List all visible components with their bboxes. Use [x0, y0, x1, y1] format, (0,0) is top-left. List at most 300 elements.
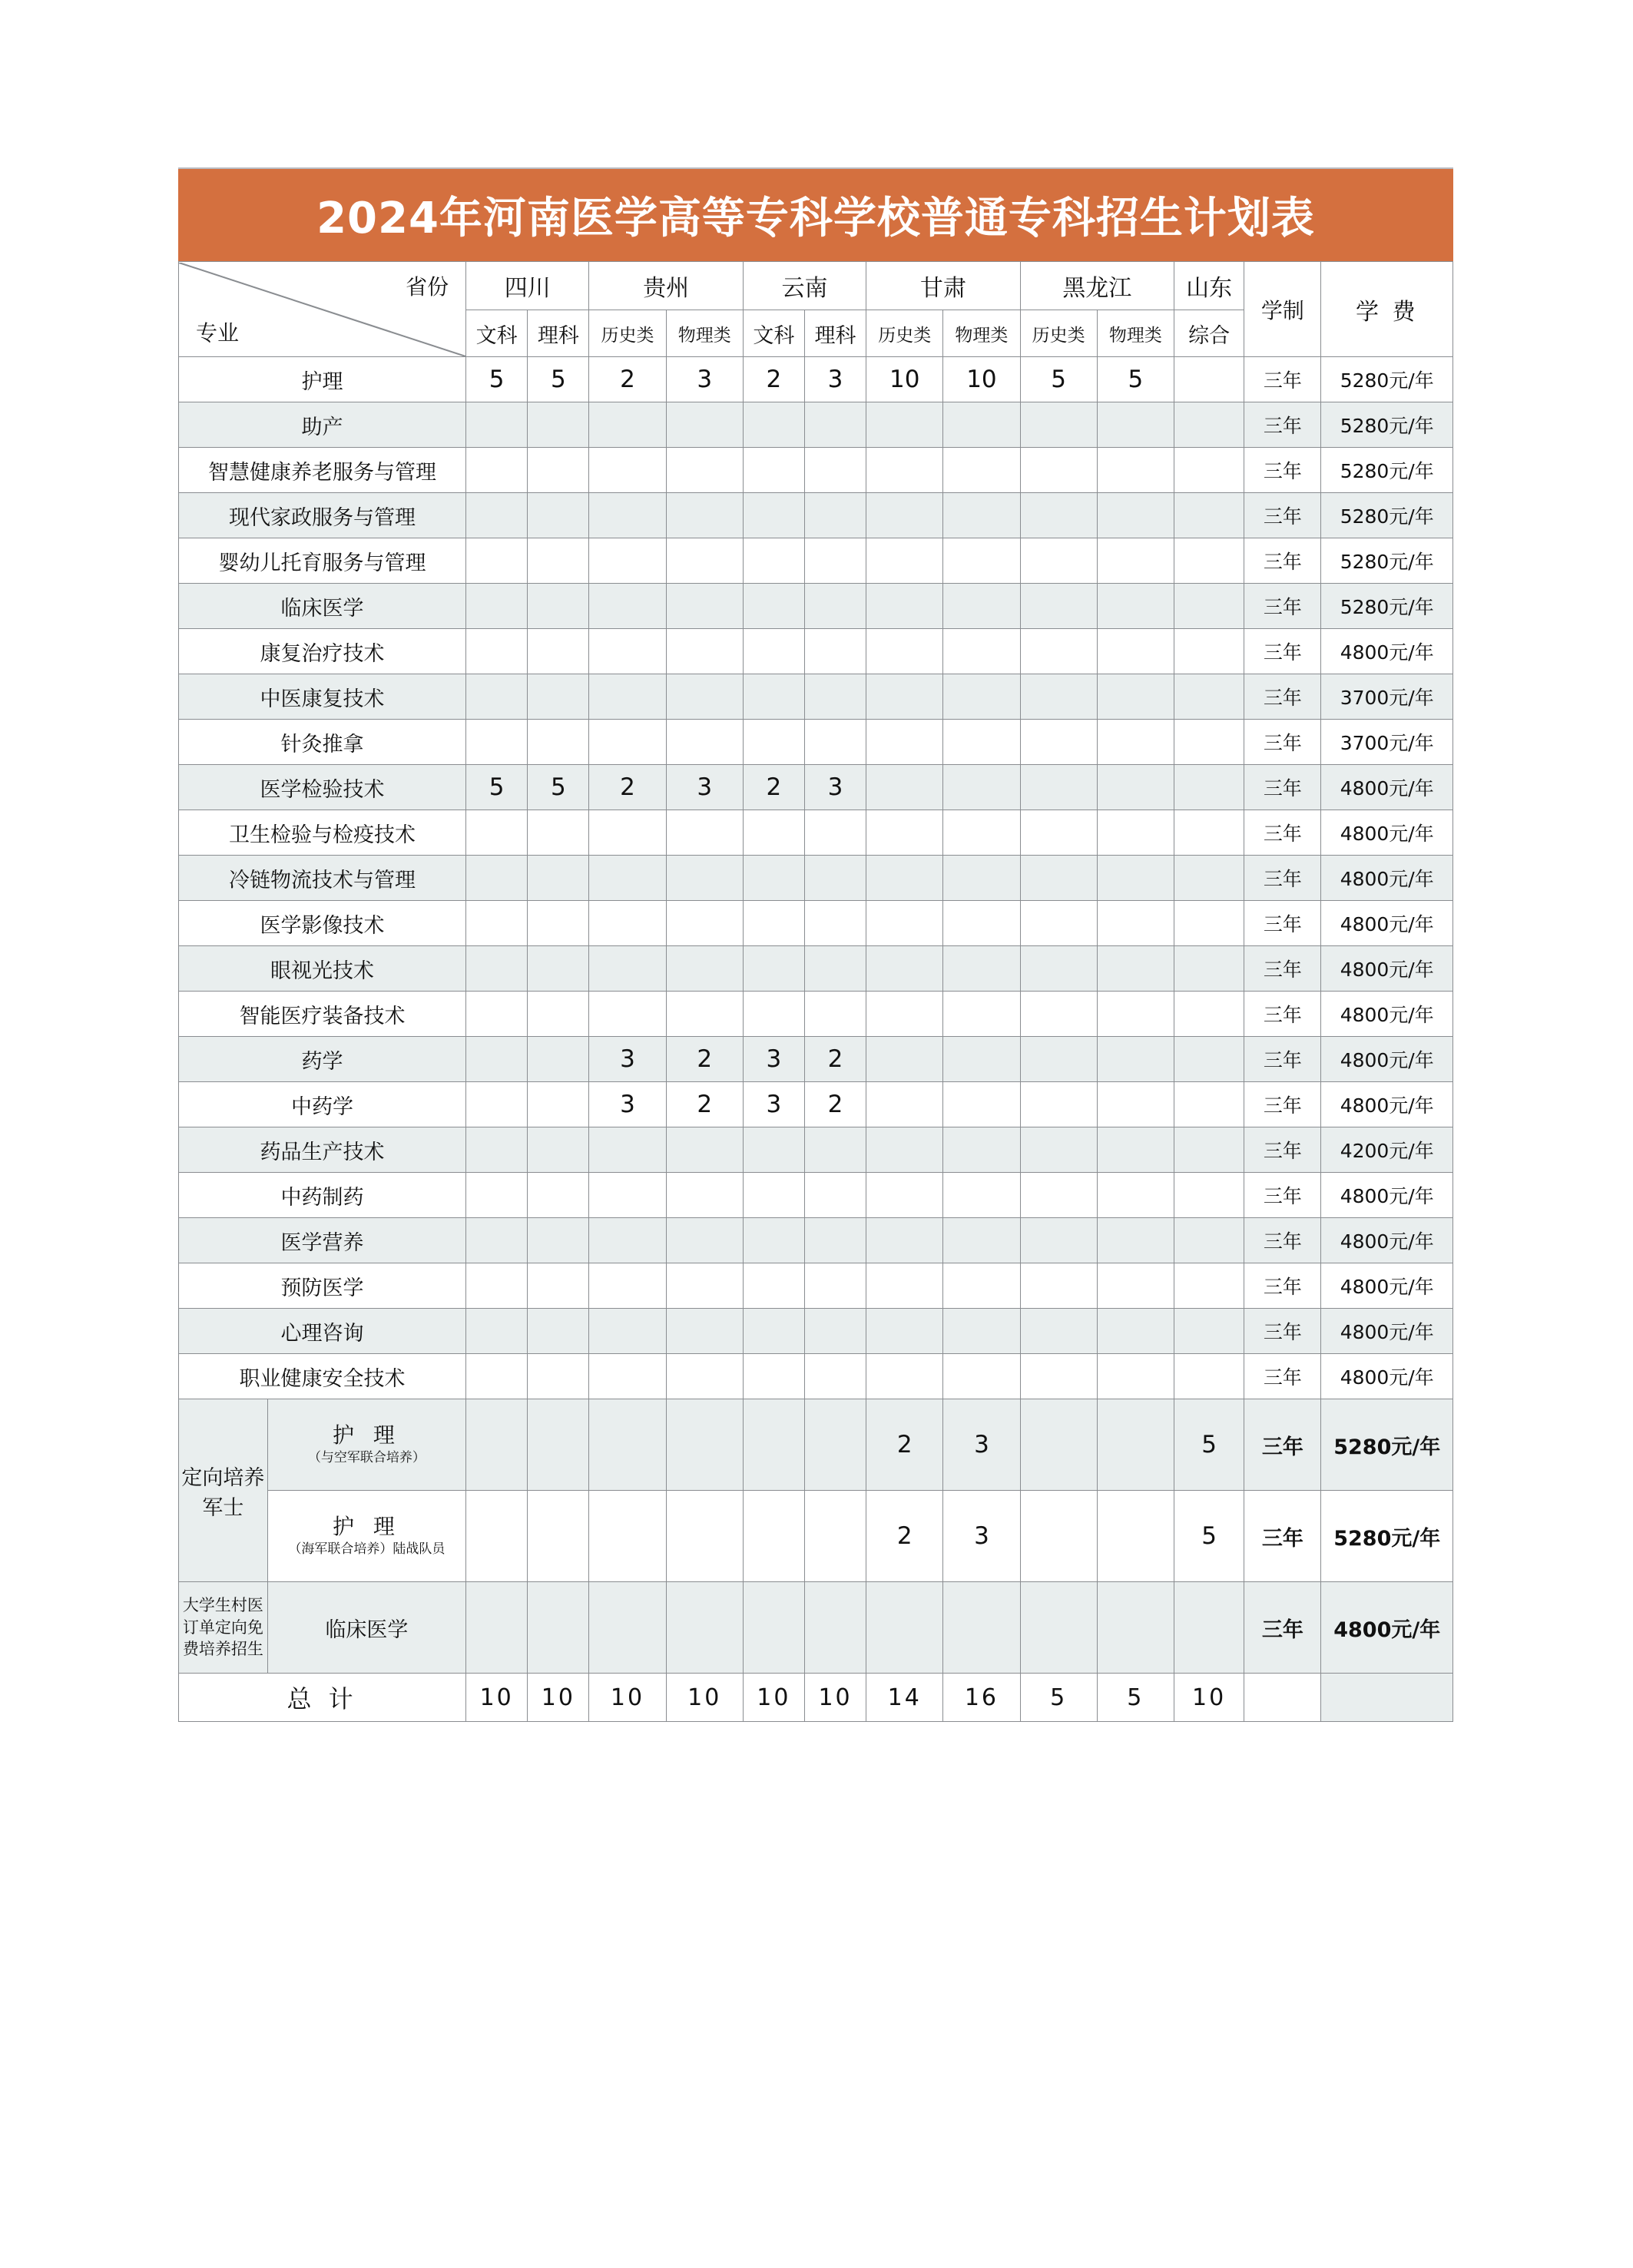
quota-cell-1 — [528, 856, 589, 901]
major-name: 智能医疗装备技术 — [179, 992, 466, 1037]
quota-cell-0 — [466, 1173, 528, 1218]
quota-cell-9 — [1097, 765, 1174, 810]
quota-cell-9 — [1097, 1399, 1174, 1491]
years-cell: 三年 — [1244, 357, 1321, 402]
quota-cell-5 — [804, 946, 866, 992]
quota-cell-6 — [866, 402, 943, 448]
major-name: 医学营养 — [179, 1218, 466, 1263]
years-cell: 三年 — [1244, 765, 1321, 810]
quota-cell-7 — [943, 1263, 1020, 1309]
quota-cell-1 — [528, 1173, 589, 1218]
fee-cell: 5280元/年 — [1321, 1491, 1453, 1582]
quota-cell-8 — [1020, 538, 1097, 584]
quota-cell-0 — [466, 538, 528, 584]
quota-cell-10 — [1174, 1173, 1244, 1218]
quota-cell-3 — [666, 402, 743, 448]
quota-cell-3 — [666, 810, 743, 856]
page-title: 2024年河南医学高等专科学校普通专科招生计划表 — [316, 194, 1315, 243]
table-row — [179, 493, 1453, 538]
years-cell: 三年 — [1244, 1037, 1321, 1082]
quota-cell-7: 3 — [943, 1399, 1020, 1491]
quota-cell-5 — [804, 1399, 866, 1491]
quota-cell-9 — [1097, 1037, 1174, 1082]
table-row — [179, 584, 1453, 629]
years-cell: 三年 — [1244, 946, 1321, 992]
quota-cell-7: 3 — [943, 1491, 1020, 1582]
quota-cell-7 — [943, 992, 1020, 1037]
quota-cell-5 — [804, 1127, 866, 1173]
quota-cell-6 — [866, 720, 943, 765]
quota-cell-1 — [528, 1309, 589, 1354]
quota-cell-8 — [1020, 856, 1097, 901]
quota-cell-10 — [1174, 402, 1244, 448]
quota-cell-6 — [866, 946, 943, 992]
quota-cell-0 — [466, 448, 528, 493]
quota-cell-5 — [804, 720, 866, 765]
total-cell-2: 10 — [589, 1674, 666, 1722]
table-row — [179, 538, 1453, 584]
quota-cell-8 — [1020, 629, 1097, 674]
quota-cell-2 — [589, 584, 666, 629]
quota-cell-10 — [1174, 1037, 1244, 1082]
quota-cell-6 — [866, 1173, 943, 1218]
admission-plan-table — [178, 261, 1453, 1722]
years-cell: 三年 — [1244, 629, 1321, 674]
quota-cell-0 — [466, 629, 528, 674]
quota-cell-4 — [743, 1354, 804, 1399]
header-row-provinces — [179, 262, 1453, 310]
quota-cell-2 — [589, 992, 666, 1037]
province-header-sichuan: 四川 — [466, 262, 589, 310]
military-major-title: 护 理 — [332, 1422, 401, 1449]
quota-cell-1 — [528, 1491, 589, 1582]
quota-cell-6 — [866, 810, 943, 856]
quota-cell-0 — [466, 402, 528, 448]
quota-cell-4 — [743, 992, 804, 1037]
corner-header-cell — [179, 262, 466, 357]
quota-cell-8 — [1020, 1263, 1097, 1309]
quota-cell-6 — [866, 1127, 943, 1173]
table-row — [179, 1173, 1453, 1218]
quota-cell-3 — [666, 1399, 743, 1491]
quota-cell-0: 5 — [466, 765, 528, 810]
quota-cell-1: 5 — [528, 765, 589, 810]
fee-cell: 4200元/年 — [1321, 1127, 1453, 1173]
quota-cell-10 — [1174, 810, 1244, 856]
quota-cell-8 — [1020, 720, 1097, 765]
quota-cell-5 — [804, 538, 866, 584]
major-name: 卫生检验与检疫技术 — [179, 810, 466, 856]
total-years-cell — [1244, 1674, 1321, 1722]
quota-cell-2 — [589, 1399, 666, 1491]
quota-cell-9 — [1097, 1491, 1174, 1582]
years-cell: 三年 — [1244, 1173, 1321, 1218]
quota-cell-7 — [943, 493, 1020, 538]
quota-cell-7 — [943, 1037, 1020, 1082]
total-cell-4: 10 — [743, 1674, 804, 1722]
quota-cell-10 — [1174, 1582, 1244, 1674]
quota-cell-4: 2 — [743, 357, 804, 402]
quota-cell-0 — [466, 493, 528, 538]
quota-cell-4 — [743, 810, 804, 856]
quota-cell-7 — [943, 765, 1020, 810]
quota-cell-6 — [866, 448, 943, 493]
village-doctor-row — [179, 1582, 1453, 1674]
quota-cell-7 — [943, 402, 1020, 448]
major-name: 护理 — [179, 357, 466, 402]
quota-cell-5 — [804, 1309, 866, 1354]
quota-cell-0 — [466, 1399, 528, 1491]
quota-cell-2 — [589, 674, 666, 720]
corner-label-major: 专业 — [196, 320, 240, 346]
quota-cell-9 — [1097, 810, 1174, 856]
table-row — [179, 1037, 1453, 1082]
quota-cell-5: 2 — [804, 1037, 866, 1082]
quota-cell-5: 3 — [804, 765, 866, 810]
village-doctor-group-label: 大学生村医订单定向免费培养招生 — [179, 1582, 268, 1674]
total-fee-cell — [1321, 1674, 1453, 1722]
fee-cell: 4800元/年 — [1321, 1082, 1453, 1127]
quota-cell-5 — [804, 1173, 866, 1218]
province-header-heilongjiang: 黑龙江 — [1020, 262, 1174, 310]
quota-cell-2 — [589, 1127, 666, 1173]
quota-cell-7 — [943, 856, 1020, 901]
quota-cell-8 — [1020, 448, 1097, 493]
quota-cell-9 — [1097, 992, 1174, 1037]
quota-cell-4: 3 — [743, 1082, 804, 1127]
major-name: 职业健康安全技术 — [179, 1354, 466, 1399]
quota-cell-10 — [1174, 629, 1244, 674]
subject-header-sichuan-wenke: 文科 — [466, 310, 528, 357]
quota-cell-3 — [666, 629, 743, 674]
fee-cell: 5280元/年 — [1321, 357, 1453, 402]
total-label: 总 计 — [179, 1674, 466, 1722]
province-header-shandong: 山东 — [1174, 262, 1244, 310]
quota-cell-3 — [666, 584, 743, 629]
quota-cell-6 — [866, 765, 943, 810]
quota-cell-8 — [1020, 946, 1097, 992]
quota-cell-0 — [466, 1491, 528, 1582]
quota-cell-4 — [743, 1218, 804, 1263]
quota-cell-2 — [589, 1173, 666, 1218]
years-cell: 三年 — [1244, 1491, 1321, 1582]
quota-cell-4 — [743, 538, 804, 584]
quota-cell-0 — [466, 856, 528, 901]
major-name: 医学影像技术 — [179, 901, 466, 946]
quota-cell-5 — [804, 674, 866, 720]
major-name: 智慧健康养老服务与管理 — [179, 448, 466, 493]
quota-cell-2 — [589, 946, 666, 992]
years-cell: 三年 — [1244, 1218, 1321, 1263]
quota-cell-2 — [589, 1218, 666, 1263]
major-name: 助产 — [179, 402, 466, 448]
military-major-name — [267, 1491, 465, 1582]
quota-cell-6 — [866, 1309, 943, 1354]
quota-cell-4: 2 — [743, 765, 804, 810]
quota-cell-2: 2 — [589, 765, 666, 810]
quota-cell-5 — [804, 1491, 866, 1582]
quota-cell-3 — [666, 1263, 743, 1309]
table-row — [179, 1309, 1453, 1354]
total-cell-6: 14 — [866, 1674, 943, 1722]
major-name: 药学 — [179, 1037, 466, 1082]
quota-cell-0 — [466, 1309, 528, 1354]
military-row — [179, 1399, 1453, 1491]
fee-cell: 3700元/年 — [1321, 720, 1453, 765]
quota-cell-1 — [528, 720, 589, 765]
quota-cell-5 — [804, 1582, 866, 1674]
total-cell-10: 10 — [1174, 1674, 1244, 1722]
quota-cell-1 — [528, 493, 589, 538]
fee-cell: 4800元/年 — [1321, 1037, 1453, 1082]
quota-cell-6: 10 — [866, 357, 943, 402]
total-cell-5: 10 — [804, 1674, 866, 1722]
quota-cell-9 — [1097, 946, 1174, 992]
quota-cell-1 — [528, 674, 589, 720]
quota-cell-6 — [866, 1354, 943, 1399]
years-cell: 三年 — [1244, 1082, 1321, 1127]
quota-cell-0 — [466, 992, 528, 1037]
quota-cell-7 — [943, 1082, 1020, 1127]
subject-header-shandong-zonghe: 综合 — [1174, 310, 1244, 357]
quota-cell-3 — [666, 992, 743, 1037]
quota-cell-2 — [589, 538, 666, 584]
quota-cell-7 — [943, 674, 1020, 720]
quota-cell-4 — [743, 946, 804, 992]
quota-cell-2: 3 — [589, 1037, 666, 1082]
quota-cell-5 — [804, 629, 866, 674]
quota-cell-8 — [1020, 493, 1097, 538]
quota-cell-8 — [1020, 1082, 1097, 1127]
quota-cell-10 — [1174, 720, 1244, 765]
quota-cell-9: 5 — [1097, 357, 1174, 402]
quota-cell-6 — [866, 992, 943, 1037]
total-cell-1: 10 — [528, 1674, 589, 1722]
quota-cell-4 — [743, 402, 804, 448]
quota-cell-3 — [666, 901, 743, 946]
quota-cell-4 — [743, 720, 804, 765]
major-name: 中医康复技术 — [179, 674, 466, 720]
quota-cell-7 — [943, 584, 1020, 629]
fee-cell: 4800元/年 — [1321, 946, 1453, 992]
total-cell-9: 5 — [1097, 1674, 1174, 1722]
quota-cell-2 — [589, 1354, 666, 1399]
quota-cell-8 — [1020, 674, 1097, 720]
total-cell-7: 16 — [943, 1674, 1020, 1722]
quota-cell-3: 3 — [666, 765, 743, 810]
years-cell: 三年 — [1244, 584, 1321, 629]
military-row — [179, 1491, 1453, 1582]
quota-cell-3 — [666, 946, 743, 992]
quota-cell-8 — [1020, 1582, 1097, 1674]
fee-cell: 4800元/年 — [1321, 1309, 1453, 1354]
quota-cell-5 — [804, 448, 866, 493]
quota-cell-3 — [666, 856, 743, 901]
quota-cell-0 — [466, 720, 528, 765]
quota-cell-10 — [1174, 1309, 1244, 1354]
quota-cell-2 — [589, 402, 666, 448]
quota-cell-7 — [943, 448, 1020, 493]
quota-cell-0 — [466, 1082, 528, 1127]
quota-cell-1 — [528, 402, 589, 448]
table-row — [179, 629, 1453, 674]
quota-cell-5 — [804, 493, 866, 538]
quota-cell-4 — [743, 1263, 804, 1309]
quota-cell-0 — [466, 1354, 528, 1399]
quota-cell-0 — [466, 1127, 528, 1173]
quota-cell-9 — [1097, 538, 1174, 584]
major-name: 现代家政服务与管理 — [179, 493, 466, 538]
quota-cell-2 — [589, 720, 666, 765]
quota-cell-5: 2 — [804, 1082, 866, 1127]
quota-cell-0 — [466, 1582, 528, 1674]
quota-cell-1 — [528, 1582, 589, 1674]
quota-cell-0 — [466, 584, 528, 629]
corner-label-province: 省份 — [406, 273, 449, 300]
quota-cell-0 — [466, 1263, 528, 1309]
quota-cell-1 — [528, 901, 589, 946]
years-cell: 三年 — [1244, 674, 1321, 720]
quota-cell-9 — [1097, 1218, 1174, 1263]
subject-header-yunnan-like: 理科 — [804, 310, 866, 357]
quota-cell-3: 2 — [666, 1082, 743, 1127]
quota-cell-6: 2 — [866, 1491, 943, 1582]
quota-cell-4 — [743, 1491, 804, 1582]
subject-header-guizhou-lishi: 历史类 — [589, 310, 666, 357]
quota-cell-9 — [1097, 674, 1174, 720]
quota-cell-6 — [866, 1037, 943, 1082]
quota-cell-2: 3 — [589, 1082, 666, 1127]
quota-cell-3: 2 — [666, 1037, 743, 1082]
major-name: 医学检验技术 — [179, 765, 466, 810]
quota-cell-6 — [866, 1582, 943, 1674]
quota-cell-3 — [666, 674, 743, 720]
quota-cell-4 — [743, 1309, 804, 1354]
quota-cell-0 — [466, 1037, 528, 1082]
quota-cell-8 — [1020, 1399, 1097, 1491]
years-cell: 三年 — [1244, 810, 1321, 856]
quota-cell-9 — [1097, 448, 1174, 493]
quota-cell-2 — [589, 1491, 666, 1582]
title-banner — [178, 167, 1453, 261]
quota-cell-10 — [1174, 448, 1244, 493]
subject-header-gansu-wuli: 物理类 — [943, 310, 1020, 357]
quota-cell-7: 10 — [943, 357, 1020, 402]
major-name: 心理咨询 — [179, 1309, 466, 1354]
quota-cell-10 — [1174, 1082, 1244, 1127]
subject-header-yunnan-wenke: 文科 — [743, 310, 804, 357]
quota-cell-8 — [1020, 901, 1097, 946]
fee-cell: 4800元/年 — [1321, 1354, 1453, 1399]
quota-cell-7 — [943, 946, 1020, 992]
years-cell: 三年 — [1244, 1582, 1321, 1674]
quota-cell-7 — [943, 810, 1020, 856]
quota-cell-1 — [528, 810, 589, 856]
quota-cell-6 — [866, 1082, 943, 1127]
major-name: 中药制药 — [179, 1173, 466, 1218]
quota-cell-6 — [866, 629, 943, 674]
quota-cell-10 — [1174, 674, 1244, 720]
quota-cell-7 — [943, 1582, 1020, 1674]
quota-cell-6 — [866, 1218, 943, 1263]
quota-cell-8 — [1020, 1309, 1097, 1354]
fee-cell: 4800元/年 — [1321, 901, 1453, 946]
quota-cell-4 — [743, 1127, 804, 1173]
quota-cell-10 — [1174, 1354, 1244, 1399]
quota-cell-9 — [1097, 1354, 1174, 1399]
major-name: 预防医学 — [179, 1263, 466, 1309]
total-cell-3: 10 — [666, 1674, 743, 1722]
fee-cell: 4800元/年 — [1321, 1582, 1453, 1674]
quota-cell-7 — [943, 1309, 1020, 1354]
quota-cell-1 — [528, 1399, 589, 1491]
quota-cell-6 — [866, 493, 943, 538]
village-doctor-major-name: 临床医学 — [267, 1582, 465, 1674]
quota-cell-9 — [1097, 901, 1174, 946]
years-cell: 三年 — [1244, 448, 1321, 493]
quota-cell-3: 3 — [666, 357, 743, 402]
quota-cell-0 — [466, 901, 528, 946]
quota-cell-2 — [589, 448, 666, 493]
military-group-label: 定向培养军士 — [179, 1399, 268, 1582]
quota-cell-4 — [743, 584, 804, 629]
quota-cell-3 — [666, 1218, 743, 1263]
table-row — [179, 674, 1453, 720]
quota-cell-7 — [943, 1354, 1020, 1399]
quota-cell-10 — [1174, 1127, 1244, 1173]
military-major-note: （海军联合培养）陆战队员 — [288, 1541, 446, 1558]
quota-cell-2 — [589, 1582, 666, 1674]
quota-cell-8 — [1020, 1491, 1097, 1582]
quota-cell-9 — [1097, 720, 1174, 765]
quota-cell-8 — [1020, 1127, 1097, 1173]
quota-cell-10 — [1174, 992, 1244, 1037]
military-major-title: 护 理 — [332, 1514, 401, 1540]
quota-cell-1 — [528, 448, 589, 493]
fee-cell: 3700元/年 — [1321, 674, 1453, 720]
quota-cell-9 — [1097, 1082, 1174, 1127]
quota-cell-5 — [804, 402, 866, 448]
quota-cell-0 — [466, 1218, 528, 1263]
quota-cell-5 — [804, 810, 866, 856]
quota-cell-10 — [1174, 901, 1244, 946]
quota-cell-7 — [943, 1173, 1020, 1218]
quota-cell-7 — [943, 901, 1020, 946]
quota-cell-6 — [866, 856, 943, 901]
fee-cell: 4800元/年 — [1321, 1173, 1453, 1218]
fee-cell: 4800元/年 — [1321, 810, 1453, 856]
subject-header-gansu-lishi: 历史类 — [866, 310, 943, 357]
table-row — [179, 1354, 1453, 1399]
table-row — [179, 810, 1453, 856]
quota-cell-10 — [1174, 1218, 1244, 1263]
fee-cell: 4800元/年 — [1321, 1263, 1453, 1309]
quota-cell-9 — [1097, 856, 1174, 901]
quota-cell-2: 2 — [589, 357, 666, 402]
subject-header-heilongjiang-lishi: 历史类 — [1020, 310, 1097, 357]
quota-cell-5 — [804, 1354, 866, 1399]
years-cell: 三年 — [1244, 1354, 1321, 1399]
quota-cell-3 — [666, 1491, 743, 1582]
province-header-gansu: 甘肃 — [866, 262, 1020, 310]
major-name: 针灸推拿 — [179, 720, 466, 765]
table-row — [179, 1082, 1453, 1127]
quota-cell-1 — [528, 629, 589, 674]
quota-cell-4 — [743, 1399, 804, 1491]
fee-cell: 5280元/年 — [1321, 402, 1453, 448]
quota-cell-6 — [866, 901, 943, 946]
quota-cell-1 — [528, 1127, 589, 1173]
